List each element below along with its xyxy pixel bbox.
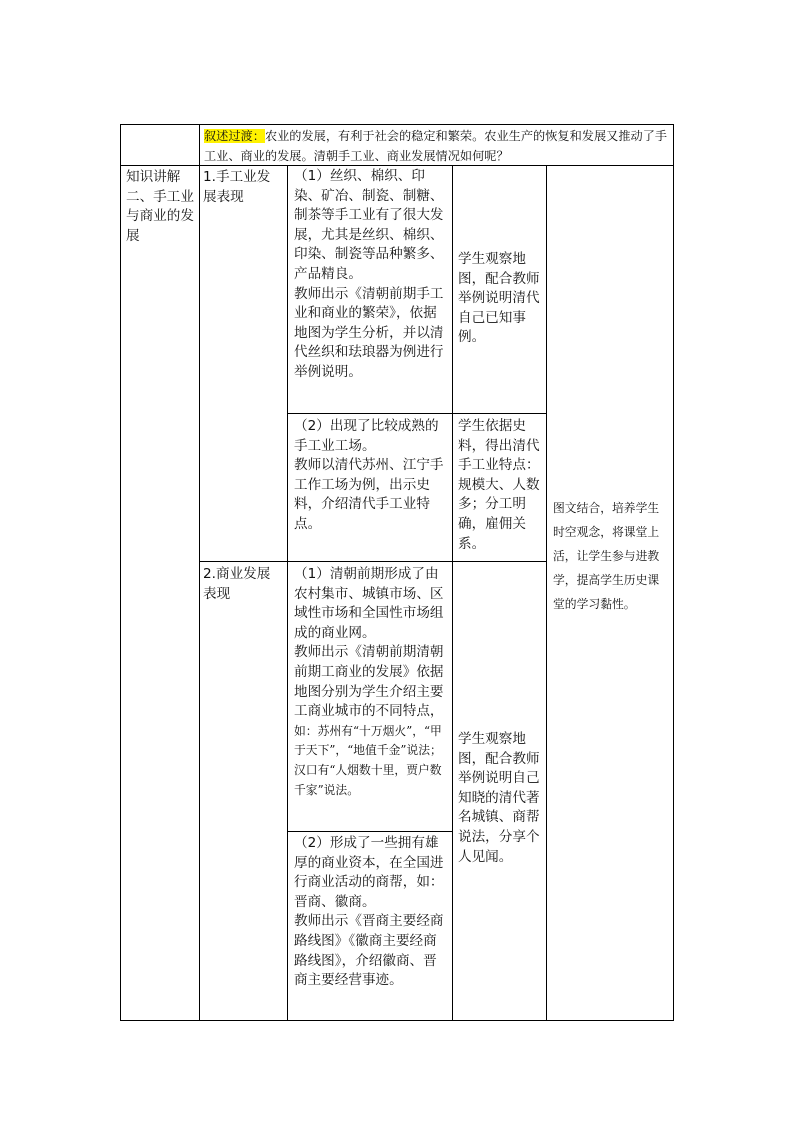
table-border-right (673, 124, 674, 1021)
handicraft-point1-cell (294, 167, 448, 383)
transition-label: 叙述过渡： (204, 129, 265, 143)
handicraft-point2-cell (294, 417, 448, 535)
section-title-line1: 知识讲解 (126, 169, 181, 185)
column-divider-1 (199, 124, 200, 1021)
commerce-heading: 2.商业发展表现 (203, 566, 271, 602)
commerce-point1-intro: （1）清朝前期形成了由农村集市、城镇市场、区域性市场和全国性市场组成的商业网。 (294, 566, 444, 641)
handicraft-student2-cell: 学生依据史料，得出清代手工业特点：规模大、人数多；分工明确，雇佣关系。 (458, 418, 540, 552)
handicraft-point1-intro: （1）丝织、棉织、印染、矿冶、制瓷、制糖、制茶等手工业有了很大发展，尤其是丝织、棉织、印染、制瓷等品种繁多、产品精良。 (294, 168, 444, 282)
commerce-point2-intro: （2）形成了一些拥有雄厚的商业资本，在全国进行商业活动的商帮，如：晋商、徽商。 (294, 835, 444, 910)
commerce-point1-teacher: 教师出示《清朝前期清朝前期工商业的发展》依据地图分别为学生介绍主要工商业城市的不同特点， (294, 644, 444, 720)
transition-text: 农业的发展，有利于社会的稳定和繁荣。农业生产的恢复和发展又推动了手工业、商业的发展。清朝手工业、商业发展情况如何呢？ (204, 129, 668, 163)
handicraft-point1-teacher: 教师出示《清朝前期手工业和商业的繁荣》，依据地图为学生分析，并以清代丝织和珐琅器为例进行举例说明。 (294, 285, 444, 380)
handicraft-heading: 1.手工业发展表现 (203, 169, 271, 205)
commerce-point1-cell (294, 565, 448, 800)
column-divider-4 (546, 165, 547, 1021)
column-divider-3 (452, 165, 453, 1021)
transition-cell (204, 126, 670, 166)
row-divider-commerce (199, 561, 546, 562)
subrow-divider-commerce (287, 831, 452, 832)
table-border-left (120, 124, 121, 1021)
commerce-point2-teacher: 教师出示《晋商主要经商路线图》《徽商主要经商路线图》，介绍徽商、晋商主要经营事迹。 (294, 913, 444, 989)
table-border-bottom (120, 1020, 674, 1021)
section-title-line2: 二、手工业与商业的发展 (126, 188, 194, 244)
design-intent-cell: 图文结合，培养学生时空观念，将课堂上活，让学生参与进教学，提高学生历史课堂的学习黏性。 (553, 501, 660, 611)
commerce-point2-cell (294, 834, 448, 991)
section-title-cell (126, 168, 194, 246)
column-divider-2 (287, 165, 288, 1021)
table-border-top (120, 124, 674, 125)
commerce-point1-examples: 如：苏州有“十万烟火”，“甲于天下”，“地值千金”说法；汉口有“人烟数十里，贾户数千家”说法。 (294, 723, 442, 797)
handicraft-point2-intro: （2）出现了比较成熟的手工业工场。 (294, 418, 439, 454)
handicraft-point2-teacher: 教师以清代苏州、江宁手工作工场为例，出示史料，介绍清代手工业特点。 (294, 457, 444, 532)
handicraft-student1-cell: 学生观察地图，配合教师举例说明清代自己已知事例。 (458, 251, 540, 346)
commerce-student-cell: 学生观察地图，配合教师举例说明自己知晓的清代著名城镇、商帮说法，分享个人见闻。 (458, 731, 540, 865)
subrow-divider-handicraft (287, 413, 546, 414)
